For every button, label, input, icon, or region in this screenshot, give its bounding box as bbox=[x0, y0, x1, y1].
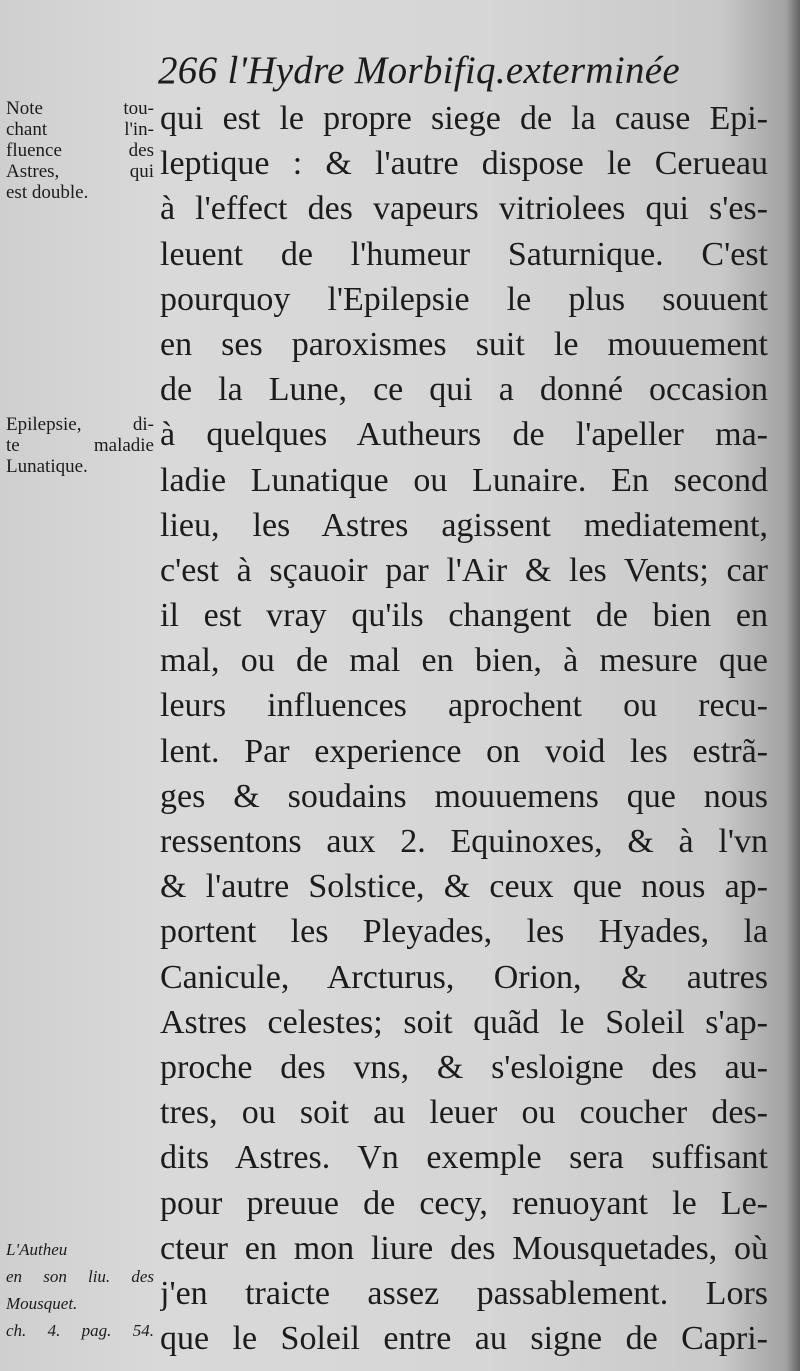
text-line: proche des vns, & s'esloigne des au- bbox=[160, 1048, 768, 1086]
text-line: en ses paroxismes suit le mouuement bbox=[160, 325, 768, 363]
margin-note-epilepsie bbox=[6, 414, 154, 477]
text-line: de la Lune, ce qui a donné occasion bbox=[160, 371, 768, 409]
text-line: qui est le propre siege de la cause Epi- bbox=[160, 100, 768, 137]
text-line: lieu, les Astres agissent mediatement, bbox=[160, 506, 768, 544]
running-head: 266 l'Hydre Morbifiq.exterminée bbox=[158, 49, 680, 92]
margin-note-line: Lunatique. bbox=[6, 456, 88, 477]
text-line: ladie Lunatique ou Lunaire. En second bbox=[160, 461, 768, 499]
text-line: tres, ou soit au leuer ou coucher des- bbox=[160, 1094, 768, 1132]
text-line: lent. Par experience on void les estrã- bbox=[160, 732, 768, 770]
text-line: cteur en mon liure des Mousquetades, où bbox=[160, 1229, 768, 1267]
margin-note-line: est double. bbox=[6, 182, 89, 203]
text-line: à l'effect des vapeurs vitriolees qui s'es- bbox=[160, 190, 768, 228]
text-line: Astres celestes; soit quãd le Soleil s'ap- bbox=[160, 1003, 768, 1041]
text-line: pourquoy l'Epilepsie le plus souuent bbox=[160, 280, 768, 318]
margin-note-line: te maladie bbox=[6, 435, 154, 456]
text-line: pour preuue de cecy, renuoyant le Le- bbox=[160, 1184, 768, 1222]
margin-note-line: en son liu. des bbox=[6, 1267, 154, 1286]
text-line: leptique : & l'autre dispose le Cerueau bbox=[160, 145, 768, 183]
text-line: j'en traicte assez passablement. Lors bbox=[160, 1274, 768, 1312]
margin-note-influence bbox=[6, 98, 154, 203]
margin-note-line: chant l'in- bbox=[6, 119, 154, 140]
text-line: à quelques Autheurs de l'apeller ma- bbox=[160, 416, 768, 454]
body-text bbox=[160, 96, 768, 1361]
text-line: mal, ou de mal en bien, à mesure que bbox=[160, 642, 768, 680]
margin-note-autheur bbox=[6, 1236, 154, 1344]
text-line: que le Soleil entre au signe de Capri- bbox=[160, 1320, 768, 1358]
margin-note-line: L'Autheu bbox=[6, 1240, 68, 1259]
text-line: ges & soudains mouuemens que nous bbox=[160, 777, 768, 815]
text-line: ressentons aux 2. Equinoxes, & à l'vn bbox=[160, 823, 768, 860]
text-line: Canicule, Arcturus, Orion, & autres bbox=[160, 958, 768, 996]
page-edge-shadow bbox=[786, 0, 800, 1371]
margin-note-line: Note tou- bbox=[6, 98, 154, 119]
text-line: c'est à sçauoir par l'Air & les Vents; car bbox=[160, 551, 768, 589]
text-line: il est vray qu'ils changent de bien en bbox=[160, 597, 768, 635]
margin-note-line: fluence des bbox=[6, 140, 154, 161]
text-line: leurs influences aprochent ou recu- bbox=[160, 687, 768, 725]
margin-note-line: Mousquet. bbox=[6, 1294, 78, 1313]
text-line: leuent de l'humeur Saturnique. C'est bbox=[160, 235, 768, 273]
margin-note-line: ch. 4. pag. 54. bbox=[6, 1321, 154, 1340]
text-line: & l'autre Solstice, & ceux que nous ap- bbox=[160, 868, 768, 906]
text-line: dits Astres. Vn exemple sera suffisant bbox=[160, 1139, 768, 1177]
margin-note-line: Epilepsie, di- bbox=[6, 414, 154, 435]
text-line: portent les Pleyades, les Hyades, la bbox=[160, 913, 768, 951]
margin-note-line: Astres, qui bbox=[6, 161, 154, 182]
